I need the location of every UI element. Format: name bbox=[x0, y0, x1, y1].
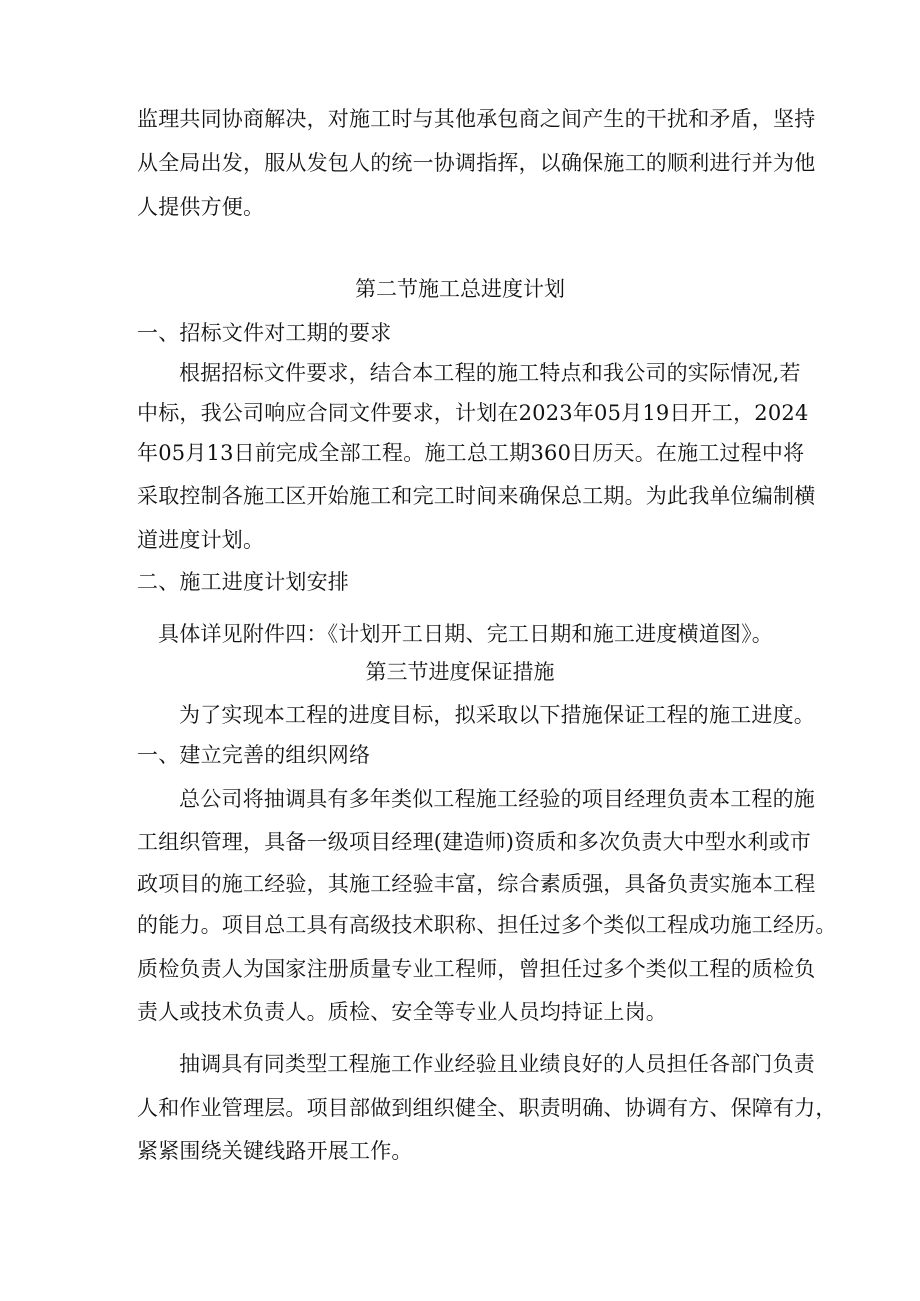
paragraph-line: 人提供方便。 bbox=[137, 195, 265, 219]
paragraph-line: 紧紧围绕关键线路开展工作。 bbox=[137, 1139, 413, 1163]
paragraph-line: 根据招标文件要求，结合本工程的施工特点和我公司的实际情况,若 bbox=[179, 361, 801, 385]
paragraph-line: 责人或技术负责人。质检、安全等专业人员均持证上岗。 bbox=[137, 1000, 667, 1024]
paragraph-line: 中标，我公司响应合同文件要求，计划在2023年05月19日开工，2024 bbox=[137, 401, 809, 425]
subsection-heading: 一、建立完善的组织网络 bbox=[137, 743, 371, 767]
paragraph-line: 采取控制各施工区开始施工和完工时间来确保总工期。为此我单位编制横 bbox=[137, 484, 816, 508]
paragraph-line: 政项目的施工经验，其施工经验丰富，综合素质强，具备负责实施本工程 bbox=[137, 872, 816, 896]
paragraph-line: 具体详见附件四：《计划开工日期、完工日期和施工进度横道图》。 bbox=[158, 622, 773, 646]
paragraph-line: 的能力。项目总工具有高级技术职称、担任过多个类似工程成功施工经历。 bbox=[137, 913, 837, 937]
subsection-heading: 一、招标文件对工期的要求 bbox=[137, 321, 392, 345]
paragraph-line: 工组织管理，具备一级项目经理(建造师)资质和多次负责大中型水利或市 bbox=[137, 830, 811, 854]
paragraph-line: 监理共同协商解决，对施工时与其他承包商之间产生的干扰和矛盾，坚持 bbox=[137, 107, 816, 131]
subsection-heading: 二、施工进度计划安排 bbox=[137, 570, 349, 594]
paragraph-line: 总公司将抽调具有多年类似工程施工经验的项目经理负责本工程的施 bbox=[179, 787, 815, 811]
section-title: 第二节施工总进度计划 bbox=[355, 277, 565, 301]
paragraph-line: 为了实现本工程的进度目标，拟采取以下措施保证工程的施工进度。 bbox=[179, 703, 815, 727]
section-title: 第三节进度保证措施 bbox=[365, 660, 555, 684]
paragraph-line: 人和作业管理层。项目部做到组织健全、职责明确、协调有方、保障有力， bbox=[137, 1096, 837, 1120]
paragraph-line: 抽调具有同类型工程施工作业经验且业绩良好的人员担任各部门负责 bbox=[179, 1052, 815, 1076]
paragraph-line: 从全局出发，服从发包人的统一协调指挥，以确保施工的顺利进行并为他 bbox=[137, 151, 816, 175]
paragraph-line: 道进度计划。 bbox=[137, 528, 265, 552]
paragraph-line: 年05月13日前完成全部工程。施工总工期360日历天。在施工过程中将 bbox=[137, 441, 805, 465]
paragraph-line: 质检负责人为国家注册质量专业工程师，曾担任过多个类似工程的质检负 bbox=[137, 957, 816, 981]
